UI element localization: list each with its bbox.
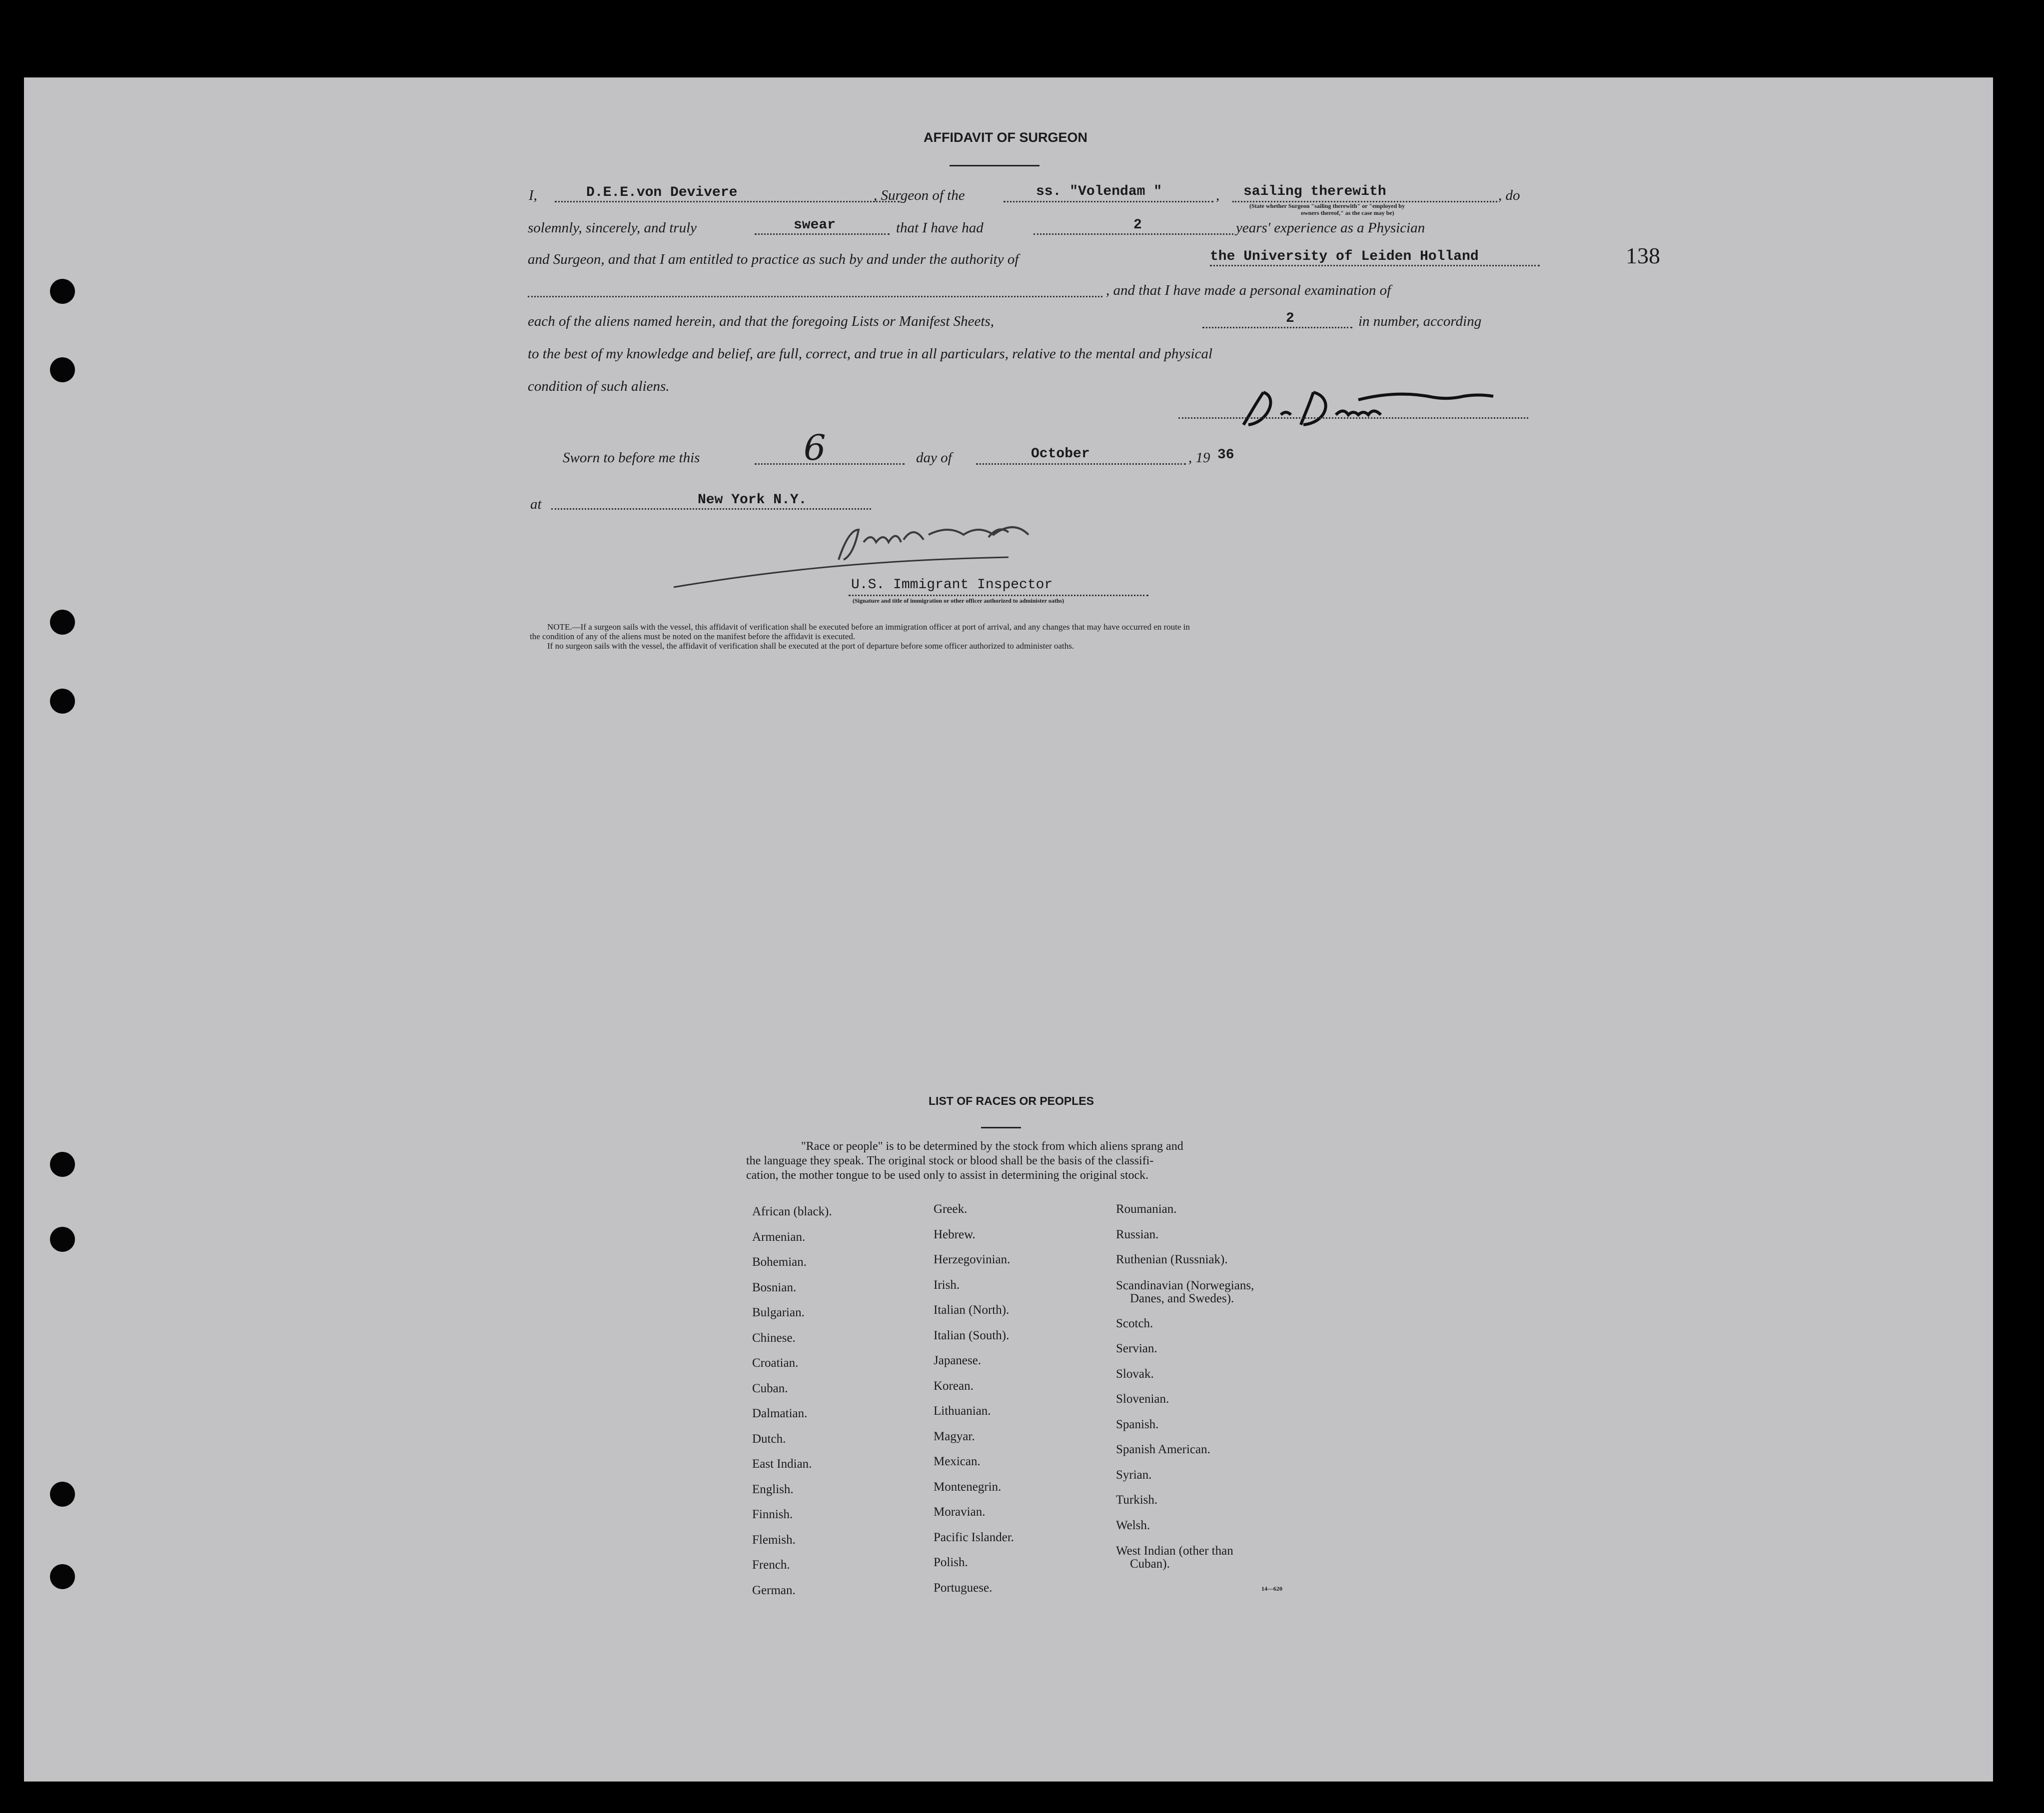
race-item: Welsh. [1116,1518,1150,1532]
affidavit-title: AFFIDAVIT OF SURGEON [924,130,1087,145]
race-item: Cuban. [752,1381,788,1395]
race-item-scandinavian [1116,1273,1254,1311]
race-item: Irish. [934,1278,960,1292]
race-item: German. [752,1583,796,1597]
blank-line [755,233,890,235]
race-item: Scotch. [1116,1316,1153,1330]
note-line: If no surgeon sails with the vessel, the affidavit of verification shall be executed at the port of departure before some officer authorized to administer oaths. [547,641,1074,651]
race-item: Polish. [934,1556,968,1569]
affidavit-note [530,622,1190,651]
race-item: Croatian. [752,1356,799,1370]
text-solemnly: solemnly, sincerely, and truly [528,220,697,236]
race-item: Italian (South). [934,1328,1010,1342]
status-note: (State whether Surgeon "sailing therewith" or "employed by [1249,202,1405,209]
officer-title-field: U.S. Immigrant Inspector [851,577,1053,593]
text-i-have-had: that I have had [896,220,984,236]
sworn-month-field: October [1031,446,1090,462]
surgeon-name-field: D.E.E.von Devivere [586,185,738,200]
race-item: Lithuanian. [934,1404,991,1418]
race-item: Spanish American. [1116,1443,1210,1456]
blank-line [755,463,905,465]
race-item: Greek. [934,1202,968,1216]
race-item: Turkish. [1116,1493,1158,1507]
sheets-count-field: 2 [1286,311,1294,326]
binder-hole [50,1564,75,1589]
race-item: Syrian. [1116,1468,1152,1482]
intro-line: "Race or people" is to be determined by the stock from which aliens sprang and [801,1140,1183,1153]
race-item: Servian. [1116,1342,1157,1355]
blank-line [528,296,1102,297]
surgeon-signature [1233,377,1533,432]
race-item: Bosnian. [752,1280,797,1294]
binder-hole [50,1227,75,1252]
blank-line [1004,201,1213,202]
ship-name-field: ss. "Volendam " [1036,184,1162,199]
sworn-year-field: 36 [1217,447,1234,463]
blank-line [1202,327,1352,328]
race-item: Slovenian. [1116,1392,1169,1406]
blank-line [976,463,1186,465]
race-item: Hebrew. [934,1227,976,1241]
note-line: the condition of any of the aliens must be noted on the manifest before the affidavit is executed. [530,632,856,641]
surgeon-status-field: sailing therewith [1243,184,1386,199]
race-item: English. [752,1482,794,1496]
races-column-2 [934,1197,1014,1601]
authority-field: the University of Leiden Holland [1210,249,1479,264]
race-item: Slovak. [1116,1367,1154,1381]
race-item: Korean. [934,1379,974,1393]
race-item: Italian (North). [934,1303,1010,1317]
place-field: New York N.Y. [698,492,807,508]
race-item: Dalmatian. [752,1407,808,1420]
signature-line [1178,417,1528,419]
races-title-rule [981,1127,1021,1128]
race-item: Russian. [1116,1227,1159,1241]
binder-hole [50,279,75,304]
race-item-line: Danes, and Swedes). [1130,1291,1234,1305]
race-item-line: West Indian (other than [1116,1544,1233,1558]
blank-line [555,201,900,202]
officer-caption: (Signature and title of immigration or other officer authorized to administer oaths) [853,597,1064,604]
binder-hole [50,1152,75,1177]
page-number: 138 [1626,243,1660,268]
races-title: LIST OF RACES OR PEOPLES [929,1094,1094,1107]
blank-line [551,508,871,510]
race-item: East Indian. [752,1457,812,1471]
text-surgeon-of: , Surgeon of the [874,187,965,203]
race-item: Portuguese. [934,1581,993,1595]
races-column-3 [1116,1197,1254,1571]
signature-line [849,595,1148,596]
intro-line: cation, the mother tongue to be used only to assist in determining the original stock. [746,1169,1149,1182]
text-nineteen: , 19 [1188,450,1210,466]
race-item: Herzegovinian. [934,1253,1011,1266]
text-each-of-the-aliens: each of the aliens named herein, and that the foregoing Lists or Manifest Sheets, [528,313,994,329]
race-item: Armenian. [752,1230,806,1244]
race-item: Bulgarian. [752,1306,805,1319]
years-field: 2 [1133,217,1142,233]
binder-hole [50,689,75,714]
race-item: Mexican. [934,1455,981,1468]
race-item: Finnish. [752,1508,793,1521]
note-line: NOTE.—If a surgeon sails with the vessel, this affidavit of verification shall be executed before an immigration officer at port of arrival, and any changes that may have occurred en route in [547,622,1190,632]
race-item: Flemish. [752,1533,796,1547]
race-item: African (black). [752,1205,832,1218]
text-day-of: day of [916,450,952,466]
race-item-line: Scandinavian (Norwegians, [1116,1278,1254,1292]
title-rule [950,165,1039,166]
binder-hole [50,357,75,382]
races-intro [746,1139,1183,1183]
race-item: French. [752,1558,790,1572]
text-i: I, [529,187,537,203]
races-column-1 [752,1199,832,1603]
blank-line [1210,265,1540,266]
race-item: Chinese. [752,1331,796,1345]
race-item: Dutch. [752,1432,786,1446]
text-comma: , [1216,187,1220,203]
race-item: Bohemian. [752,1255,807,1269]
race-item-line: Cuban). [1130,1557,1170,1571]
race-item: Magyar. [934,1429,975,1443]
race-item: Japanese. [934,1354,982,1367]
text-do: , do [1498,187,1520,203]
race-item: Ruthenian (Russniak). [1116,1253,1228,1266]
race-item: Montenegrin. [934,1480,1002,1494]
race-item: Moravian. [934,1505,986,1519]
binder-hole [50,610,75,635]
text-in-number: in number, according [1358,313,1482,329]
race-item-west-indian [1116,1538,1254,1571]
intro-line: the language they speak. The original stock or blood shall be the basis of the classifi- [746,1154,1154,1167]
race-item: Spanish. [1116,1417,1159,1431]
binder-hole [50,1482,75,1507]
text-to-the-best: to the best of my knowledge and belief, are full, correct, and true in all particulars, relative to the mental and physical [528,346,1213,362]
blank-line [1033,233,1233,235]
document-page [24,77,1993,1782]
text-condition: condition of such aliens. [528,378,670,394]
oath-field: swear [794,217,836,233]
text-and-surgeon: and Surgeon, and that I am entitled to practice as such by and under the authority of [528,251,1019,267]
text-sworn: Sworn to before me this [563,450,700,466]
sworn-day-field: 6 [804,427,826,468]
race-item: Roumanian. [1116,1202,1177,1216]
text-years-experience: years' experience as a Physician [1236,220,1425,236]
text-personal-examination: , and that I have made a personal examination of [1106,282,1391,298]
form-number: 14—620 [1261,1585,1282,1592]
status-note: owners thereof," as the case may be) [1301,209,1394,216]
text-at: at [530,496,542,512]
race-item: Pacific Islander. [934,1530,1015,1544]
